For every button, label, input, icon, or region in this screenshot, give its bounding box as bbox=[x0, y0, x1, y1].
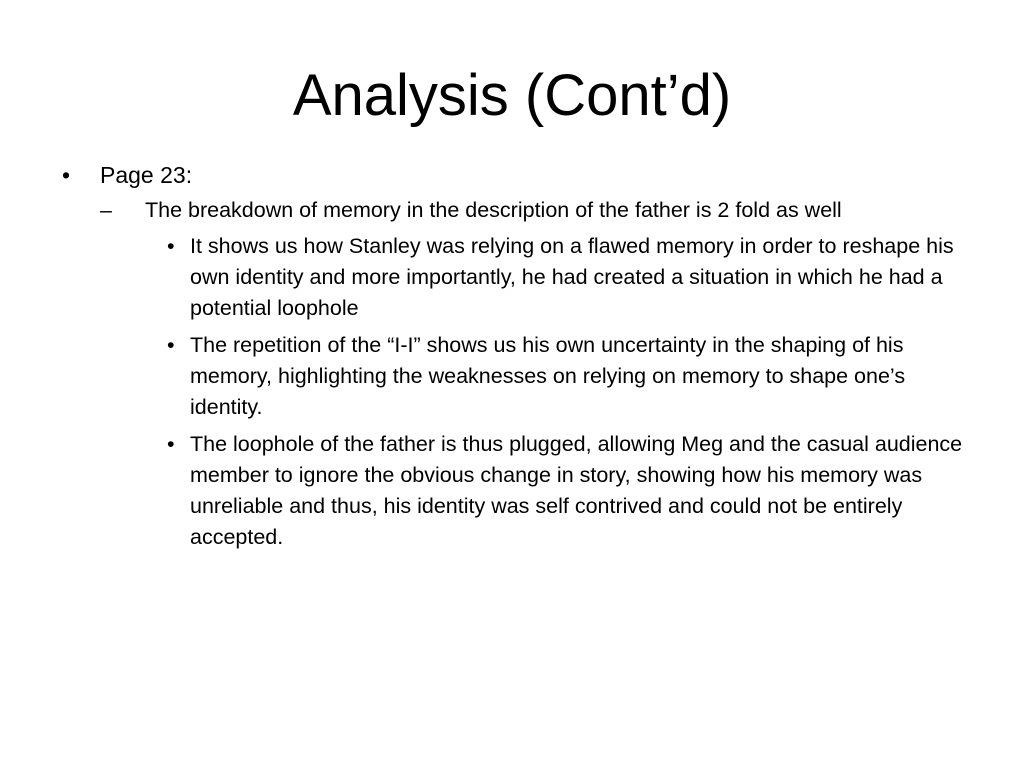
slide-title: Analysis (Cont’d) bbox=[292, 63, 732, 128]
bullet-level3 bbox=[145, 330, 976, 423]
bullet-marker: • bbox=[167, 333, 175, 357]
bullet-text: The loophole of the father is thus plugged, allowing Meg and the casual audience member to ignore the obvious change in story, showing how his memory was unreliable and thus, his identity was self contrived and could not be entirely accepted. bbox=[190, 432, 963, 549]
dash-marker: – bbox=[100, 198, 112, 222]
bullet-level1 bbox=[56, 160, 976, 191]
bullet-text: Page 23: bbox=[100, 162, 193, 188]
bullet-text: It shows us how Stanley was relying on a flawed memory in order to reshape his own identity and more importantly, he had created a situation in which he had a potential loophole bbox=[190, 234, 954, 320]
bullet-level2 bbox=[100, 195, 976, 225]
bullet-marker: • bbox=[167, 432, 175, 456]
bullet-text: The repetition of the “I-I” shows us his own uncertainty in the shaping of his memory, highlighting the weaknesses on relying on memory to shape one’s identity. bbox=[190, 333, 906, 419]
slide-body bbox=[56, 160, 976, 559]
bullet-level3 bbox=[145, 231, 976, 324]
bullet-text: The breakdown of memory in the description of the father is 2 fold as well bbox=[145, 198, 842, 222]
bullet-marker: • bbox=[62, 162, 71, 188]
bullet-level3 bbox=[145, 429, 976, 553]
bullet-marker: • bbox=[167, 234, 175, 258]
